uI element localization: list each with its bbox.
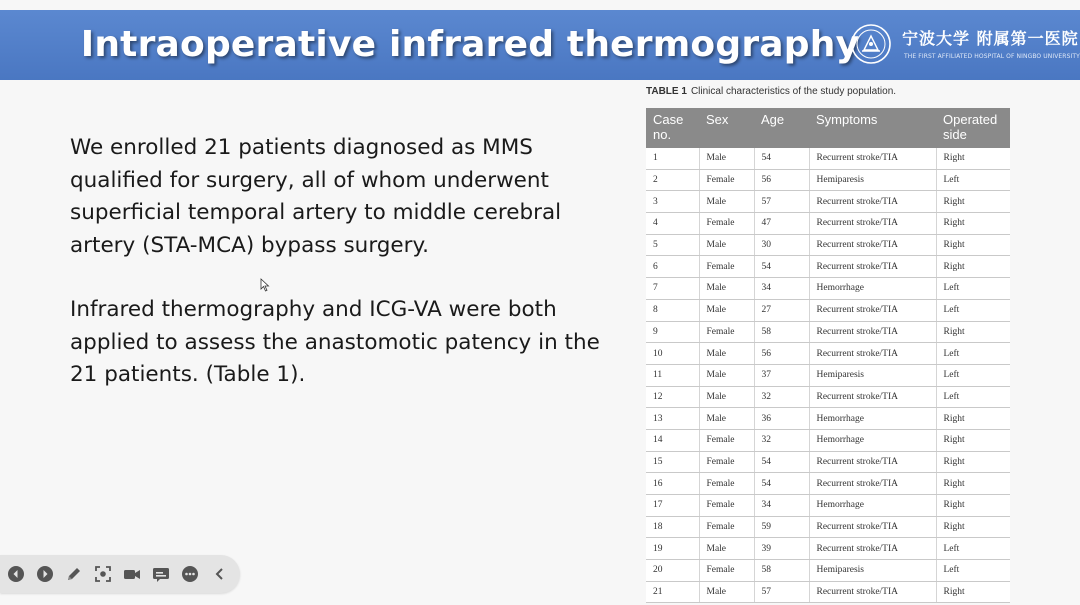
table-row [646,386,1010,408]
cell-case-no: 7 [646,278,699,300]
slide-header [0,10,1080,80]
cell-operated-side: Right [936,148,1010,169]
cell-case-no: 9 [646,321,699,343]
cell-symptoms: Recurrent stroke/TIA [809,473,936,495]
table-row [646,278,1010,300]
cell-operated-side: Left [936,560,1010,582]
cell-symptoms: Recurrent stroke/TIA [809,234,936,256]
presentation-toolbar [0,555,240,593]
table-row [646,364,1010,386]
cell-sex: Male [699,278,754,300]
table-row [646,473,1010,495]
table-row [646,581,1010,603]
table-header-row [646,108,1010,148]
cell-symptoms: Recurrent stroke/TIA [809,148,936,169]
cell-operated-side: Left [936,538,1010,560]
cell-operated-side: Left [936,386,1010,408]
paragraph-enrollment: We enrolled 21 patients diagnosed as MMS qualified for surgery, all of whom underwent superficial temporal artery to middle cerebral artery (STA-MCA) bypass surgery. [70,135,562,258]
header-case-no: Case no. [646,108,699,148]
cell-operated-side: Right [936,191,1010,213]
cell-age: 47 [754,213,809,235]
table-caption [646,86,896,97]
hospital-name-cn: 宁波大学 附属第一医院 [902,29,1079,48]
table-row [646,191,1010,213]
cell-operated-side: Left [936,169,1010,191]
previous-slide-icon [7,565,25,583]
more-options-button[interactable] [180,564,200,584]
cell-case-no: 11 [646,364,699,386]
cell-age: 32 [754,386,809,408]
cell-operated-side: Right [936,495,1010,517]
cell-sex: Female [699,560,754,582]
cell-age: 37 [754,364,809,386]
cell-operated-side: Right [936,473,1010,495]
pen-tool-button[interactable] [64,564,84,584]
cell-case-no: 17 [646,495,699,517]
cell-sex: Female [699,169,754,191]
cell-operated-side: Left [936,299,1010,321]
cell-age: 58 [754,321,809,343]
cell-operated-side: Right [936,234,1010,256]
cell-sex: Male [699,343,754,365]
clinical-characteristics-table [646,108,1010,603]
cell-sex: Male [699,364,754,386]
subtitles-icon [152,565,170,583]
table-row [646,234,1010,256]
cell-symptoms: Recurrent stroke/TIA [809,451,936,473]
header-age: Age [754,108,809,148]
cell-case-no: 16 [646,473,699,495]
cell-symptoms: Hemiparesis [809,560,936,582]
cell-case-no: 4 [646,213,699,235]
cell-symptoms: Hemorrhage [809,429,936,451]
next-slide-icon [36,565,54,583]
cell-operated-side: Right [936,213,1010,235]
mouse-cursor-icon [260,278,270,292]
cell-operated-side: Right [936,256,1010,278]
slide-body-text [70,132,630,392]
table-caption-label: TABLE 1 [646,86,687,97]
collapse-toolbar-button[interactable] [210,564,230,584]
cell-symptoms: Recurrent stroke/TIA [809,191,936,213]
cell-age: 54 [754,148,809,169]
table-row [646,256,1010,278]
spotlight-icon [94,565,112,583]
cell-sex: Female [699,213,754,235]
collapse-toolbar-icon [211,565,229,583]
cell-operated-side: Left [936,364,1010,386]
cell-operated-side: Right [936,408,1010,430]
header-sex: Sex [699,108,754,148]
table-row [646,169,1010,191]
cell-age: 54 [754,451,809,473]
cell-sex: Male [699,386,754,408]
cell-sex: Female [699,256,754,278]
cell-operated-side: Right [936,451,1010,473]
header-symptoms: Symptoms [809,108,936,148]
cell-case-no: 5 [646,234,699,256]
cell-sex: Male [699,234,754,256]
cell-symptoms: Hemiparesis [809,364,936,386]
paragraph-methods: Infrared thermography and ICG-VA were both applied to assess the anastomotic patency in the 21 patients. (Table 1). [70,297,600,387]
cell-sex: Female [699,429,754,451]
cell-operated-side: Right [936,321,1010,343]
more-options-icon [181,565,199,583]
table-caption-text: Clinical characteristics of the study population. [690,86,897,97]
cell-sex: Male [699,148,754,169]
spotlight-button[interactable] [93,564,113,584]
cell-case-no: 14 [646,429,699,451]
cell-symptoms: Recurrent stroke/TIA [809,299,936,321]
cell-symptoms: Recurrent stroke/TIA [809,213,936,235]
slide-title: Intraoperative infrared thermography [80,24,860,65]
cell-symptoms: Recurrent stroke/TIA [809,386,936,408]
table-row [646,321,1010,343]
cell-symptoms: Recurrent stroke/TIA [809,516,936,538]
next-slide-button[interactable] [35,564,55,584]
cell-age: 30 [754,234,809,256]
cell-case-no: 20 [646,560,699,582]
cell-case-no: 6 [646,256,699,278]
table-row [646,495,1010,517]
table-row [646,516,1010,538]
cell-sex: Male [699,538,754,560]
cell-operated-side: Left [936,343,1010,365]
cell-age: 57 [754,191,809,213]
cell-symptoms: Recurrent stroke/TIA [809,256,936,278]
camera-button[interactable] [122,564,142,584]
cell-case-no: 8 [646,299,699,321]
cell-case-no: 19 [646,538,699,560]
cell-symptoms: Hemiparesis [809,169,936,191]
cell-age: 59 [754,516,809,538]
cell-symptoms: Recurrent stroke/TIA [809,538,936,560]
cell-case-no: 18 [646,516,699,538]
table-row [646,538,1010,560]
cell-sex: Female [699,495,754,517]
cell-age: 36 [754,408,809,430]
cell-symptoms: Hemorrhage [809,495,936,517]
table-row [646,560,1010,582]
cell-case-no: 10 [646,343,699,365]
cell-case-no: 3 [646,191,699,213]
cell-age: 39 [754,538,809,560]
table-row [646,343,1010,365]
cell-age: 56 [754,169,809,191]
cell-sex: Female [699,473,754,495]
cell-operated-side: Right [936,581,1010,603]
cell-sex: Male [699,581,754,603]
cell-symptoms: Recurrent stroke/TIA [809,581,936,603]
cell-case-no: 1 [646,148,699,169]
cell-age: 34 [754,495,809,517]
cell-operated-side: Left [936,278,1010,300]
cell-symptoms: Hemorrhage [809,278,936,300]
cell-case-no: 15 [646,451,699,473]
cell-age: 57 [754,581,809,603]
hospital-name-en: THE FIRST AFFILIATED HOSPITAL OF NINGBO UNIVERSITY [904,53,1080,60]
cell-sex: Male [699,299,754,321]
cell-symptoms: Recurrent stroke/TIA [809,321,936,343]
university-seal-icon [850,23,892,65]
table-row [646,213,1010,235]
previous-slide-button[interactable] [6,564,26,584]
table-row [646,408,1010,430]
cell-sex: Male [699,408,754,430]
cell-operated-side: Right [936,429,1010,451]
cell-age: 32 [754,429,809,451]
cell-case-no: 21 [646,581,699,603]
cell-age: 34 [754,278,809,300]
cell-symptoms: Recurrent stroke/TIA [809,343,936,365]
cell-sex: Female [699,451,754,473]
cell-sex: Male [699,191,754,213]
cell-case-no: 13 [646,408,699,430]
table-row [646,148,1010,169]
cell-case-no: 2 [646,169,699,191]
cell-sex: Female [699,516,754,538]
subtitles-button[interactable] [151,564,171,584]
table-row [646,451,1010,473]
cell-age: 54 [754,473,809,495]
cell-age: 27 [754,299,809,321]
pen-icon [65,565,83,583]
cell-sex: Female [699,321,754,343]
cell-age: 56 [754,343,809,365]
cell-case-no: 12 [646,386,699,408]
table-row [646,429,1010,451]
table-row [646,299,1010,321]
cell-symptoms: Hemorrhage [809,408,936,430]
cell-age: 54 [754,256,809,278]
cell-operated-side: Right [936,516,1010,538]
cell-age: 58 [754,560,809,582]
camera-icon [123,565,141,583]
hospital-logo [850,23,1080,69]
header-operated-side: Operated side [936,108,1010,148]
